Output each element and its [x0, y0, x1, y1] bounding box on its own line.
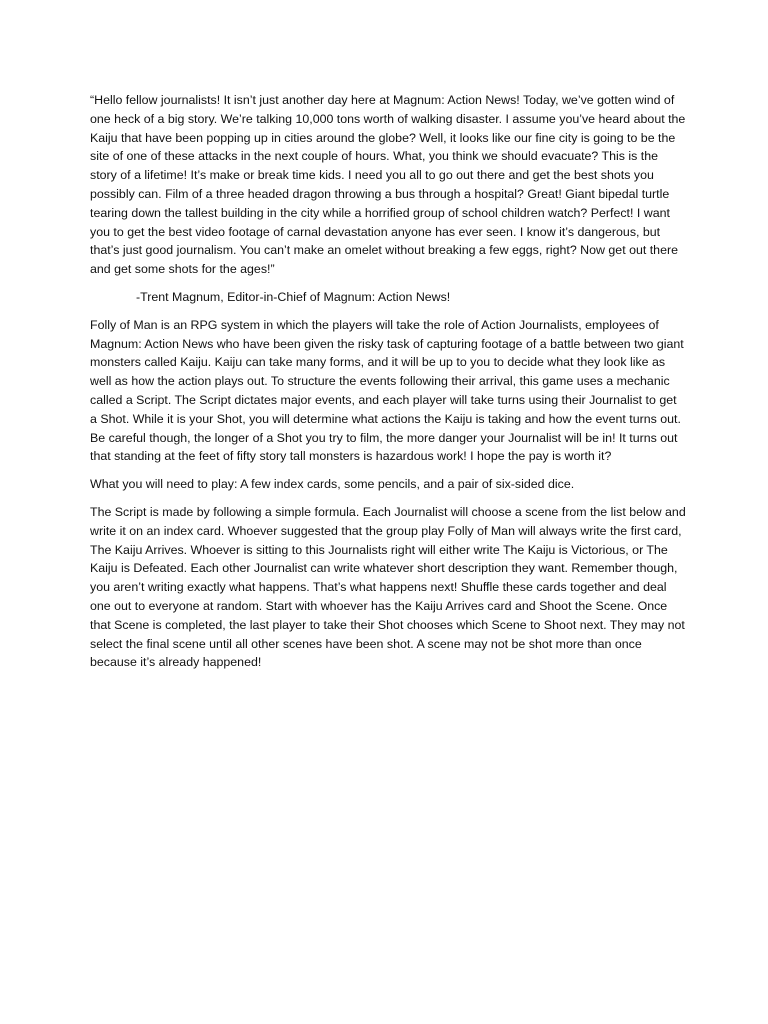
requirements-paragraph: What you will need to play: A few index cards, some pencils, and a pair of six-sided dice.	[90, 477, 575, 492]
intro-paragraph: Folly of Man is an RPG system in which the players will take the role of Action Journalists, employees of Magnum: Action News who have been given the risky task of capturing footage of a battle between two giant monsters called Kaiju. Kaiju can take many forms, and it will be up to you to decide what they look like as well as how the action plays out. To structure the events following their arrival, this game uses a mechanic called a Script. The Script dictates major events, and each player will take turns using their Journalist to get a Shot. While it is your Shot, you will determine what actions the Kaiju is taking and how the event turns out. Be careful though, the longer of a Shot you try to film, the more danger your Journalist will be in! It turns out that standing at the feet of fifty story tall monsters is hazardous work! I hope the pay is worth it?	[90, 317, 684, 464]
editor-quote-paragraph: “Hello fellow journalists! It isn’t just another day here at Magnum: Action News! Today, we’ve gotten wind of one heck of a big story. We’re talking 10,000 tons worth of walking disaster. I assume you’ve heard about the Kaiju that have been popping up in cities around the globe? Well, it looks like our fine city is going to be the site of one of these attacks in the next couple of hours. What, you think we should evacuate? This is the story of a lifetime! It’s make or break time kids. I need you all to go out there and get the best shots you possibly can. Film of a three headed dragon throwing a bus through a hospital? Great! Giant bipedal turtle tearing down the tallest building in the city while a horrified group of school children watch? Perfect! I want you to get the best video footage of carnal devastation anyone has ever seen. I know it’s dangerous, but that’s just good journalism. You can’t make an omelet without breaking a few eggs, right? Now get out there and get some shots for the ages!”	[90, 93, 686, 277]
document-page	[90, 91, 686, 681]
script-rules-paragraph: The Script is made by following a simple formula. Each Journalist will choose a scene from the list below and write it on an index card. Whoever suggested that the group play Folly of Man will always write the first card, The Kaiju Arrives. Whoever is sitting to this Journalists right will either write The Kaiju is Victorious, or The Kaiju is Defeated. Each other Journalist can write whatever short description they want. Remember though, you aren’t writing exactly what happens. That’s what happens next! Shuffle these cards together and deal one out to everyone at random. Start with whoever has the Kaiju Arrives card and Shoot the Scene. Once that Scene is completed, the last player to take their Shot chooses which Scene to Shoot next. They may not select the final scene until all other scenes have been shot. A scene may not be shot more than once because it’s already happened!	[90, 504, 686, 670]
quote-attribution: -Trent Magnum, Editor-in-Chief of Magnum: Action News!	[136, 289, 451, 304]
